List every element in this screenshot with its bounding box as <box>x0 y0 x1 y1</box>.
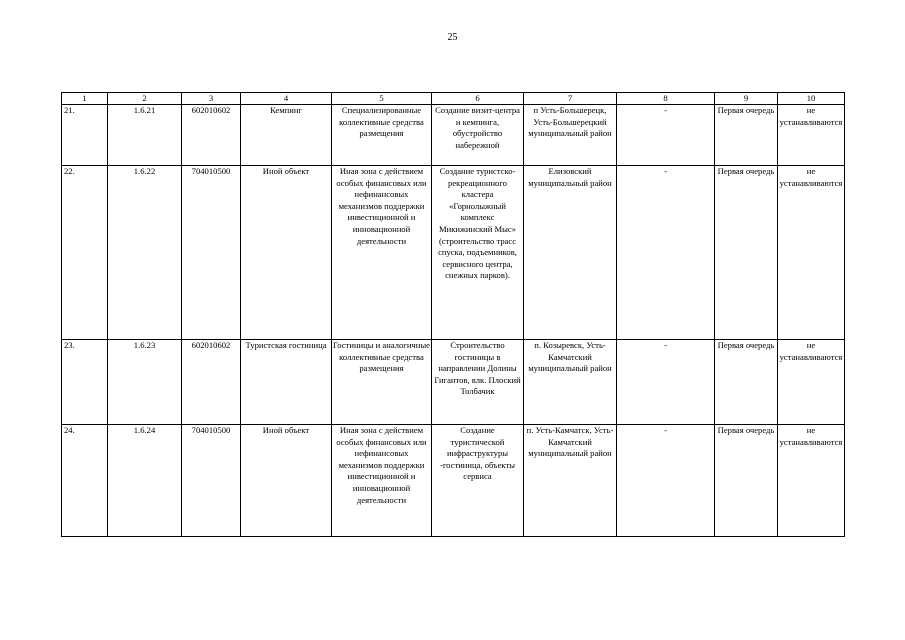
objects-table <box>61 92 845 537</box>
object-stage: Первая очередь <box>715 340 778 425</box>
object-col8: - <box>617 340 715 425</box>
object-id: 704010500 <box>182 425 241 537</box>
object-type: Иной объект <box>241 425 332 537</box>
column-number-header: 10 <box>778 93 845 105</box>
table-row <box>62 340 845 425</box>
object-location: п Усть-Большерецк, Усть-Большерецкий муниципальный район <box>524 105 617 166</box>
object-category: Иная зона с действием особых финансовых или нефинансовых механизмов поддержки инвестиционной и инновационной деятельности <box>332 425 432 537</box>
object-type: Иной объект <box>241 166 332 340</box>
object-zone: не устанавливаются <box>778 340 845 425</box>
object-id: 602010602 <box>182 105 241 166</box>
object-col8: - <box>617 425 715 537</box>
object-stage: Первая очередь <box>715 425 778 537</box>
column-number-header: 6 <box>432 93 524 105</box>
row-number: 24. <box>62 425 108 537</box>
object-col8: - <box>617 166 715 340</box>
object-id: 704010500 <box>182 166 241 340</box>
object-zone: не устанавливаются <box>778 425 845 537</box>
object-id: 602010602 <box>182 340 241 425</box>
column-number-header: 9 <box>715 93 778 105</box>
object-code: 1.6.24 <box>108 425 182 537</box>
table-row <box>62 425 845 537</box>
object-type: Кемпинг <box>241 105 332 166</box>
column-number-header: 4 <box>241 93 332 105</box>
row-number: 22. <box>62 166 108 340</box>
object-purpose: Создание туристско-рекреационного кластера «Горнолыжный комплекс Микижинский Мыс» (строительство трасс спуска, подъемников, сервисного центра, снежных парков). <box>432 166 524 340</box>
object-zone: не устанавливаются <box>778 105 845 166</box>
object-category: Специализированные коллективные средства размещения <box>332 105 432 166</box>
column-number-header: 7 <box>524 93 617 105</box>
object-location: п. Усть-Камчатск, Усть-Камчатский муниципальный район <box>524 425 617 537</box>
object-purpose: Строительство гостиницы в направлении Долины Гигантов, влк. Плоский Толбачик <box>432 340 524 425</box>
row-number: 21. <box>62 105 108 166</box>
object-code: 1.6.21 <box>108 105 182 166</box>
table-row <box>62 105 845 166</box>
object-col8: - <box>617 105 715 166</box>
object-code: 1.6.22 <box>108 166 182 340</box>
object-category: Гостиницы и аналогичные коллективные средства размещения <box>332 340 432 425</box>
object-code: 1.6.23 <box>108 340 182 425</box>
column-number-header: 8 <box>617 93 715 105</box>
object-purpose: Создание туристической инфраструктуры -гостиница, объекты сервиса <box>432 425 524 537</box>
column-number-header: 3 <box>182 93 241 105</box>
page-number: 25 <box>447 32 458 43</box>
object-location: п. Козыревск, Усть-Камчатский муниципальный район <box>524 340 617 425</box>
table-header-row <box>62 93 845 105</box>
object-location: Елизовский муниципальный район <box>524 166 617 340</box>
column-number-header: 2 <box>108 93 182 105</box>
object-zone: не устанавливаются <box>778 166 845 340</box>
object-type: Туристская гостиница <box>241 340 332 425</box>
column-number-header: 1 <box>62 93 108 105</box>
object-purpose: Создание визит-центра и кемпинга, обустройство набережной <box>432 105 524 166</box>
table-row <box>62 166 845 340</box>
object-stage: Первая очередь <box>715 105 778 166</box>
row-number: 23. <box>62 340 108 425</box>
object-stage: Первая очередь <box>715 166 778 340</box>
object-category: Иная зона с действием особых финансовых или нефинансовых механизмов поддержки инвестиционной и инновационной деятельности <box>332 166 432 340</box>
column-number-header: 5 <box>332 93 432 105</box>
